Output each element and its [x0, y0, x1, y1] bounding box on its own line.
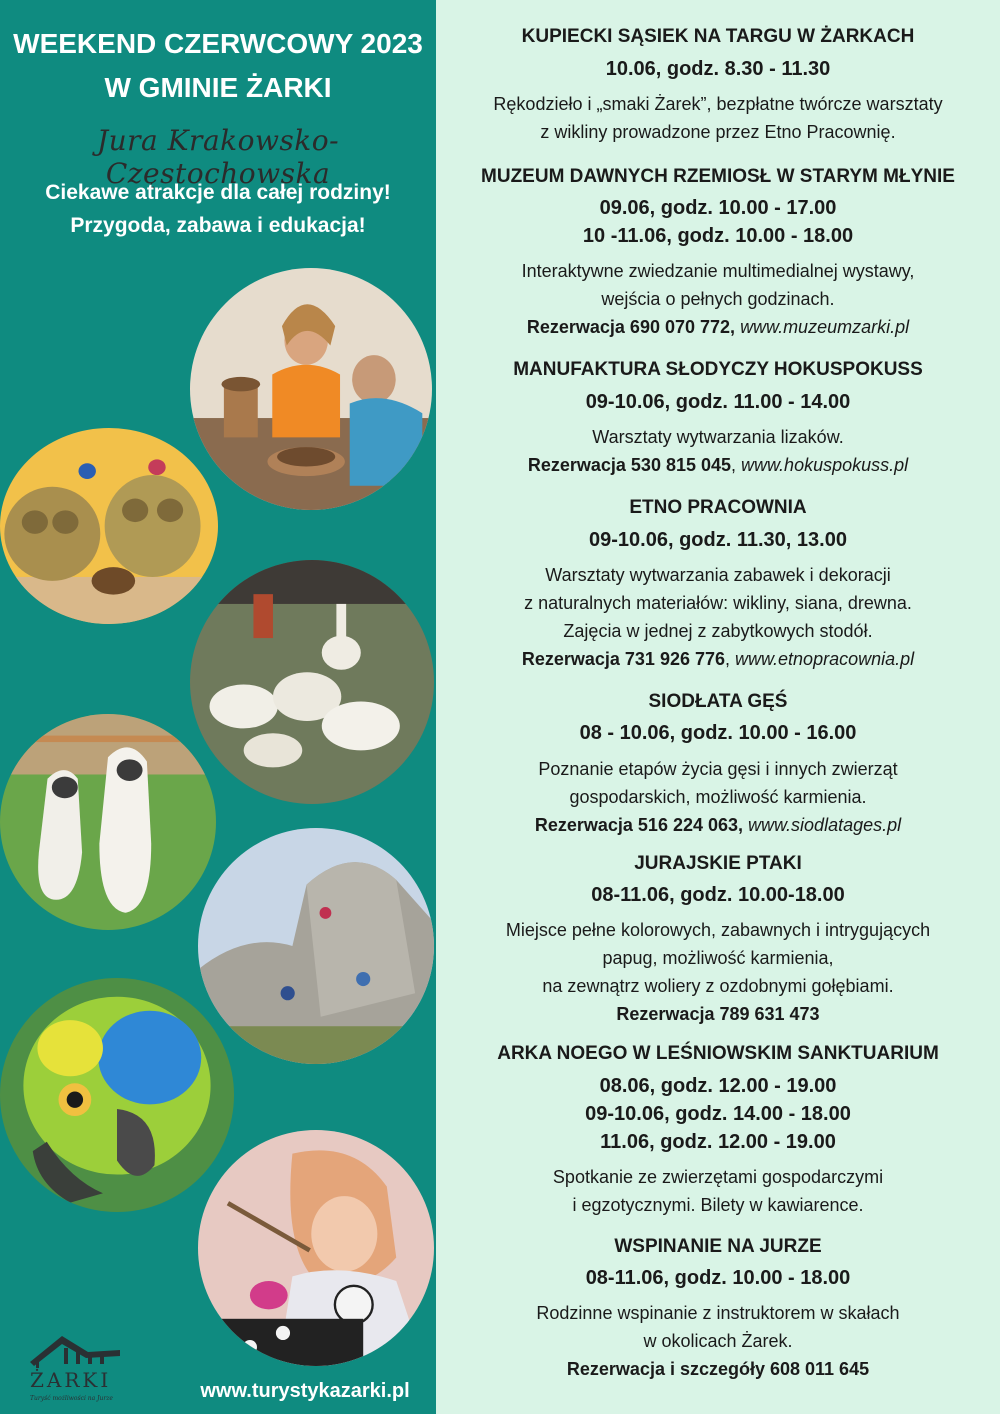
photo-straw-owls	[0, 428, 218, 624]
event-date: 09.06, godz. 10.00 - 17.00	[599, 197, 837, 219]
event-date: 10 -11.06, godz. 10.00 - 18.00	[582, 225, 854, 247]
event-body-line: papug, możliwość karmienia,	[602, 948, 834, 968]
event-date: 09-10.06, godz. 11.00 - 14.00	[585, 391, 851, 413]
tagline-line2: Przygoda, zabawa i edukacja!	[70, 214, 366, 237]
event-heading: SIODŁATA GĘŚ	[648, 691, 788, 712]
reservation-phone: Rezerwacja 731 926 776	[521, 649, 726, 669]
reservation-phone: Rezerwacja 789 631 473	[616, 1004, 820, 1024]
event-website-link[interactable]: www.muzeumzarki.pl	[740, 317, 910, 337]
event-date: 09-10.06, godz. 14.00 - 18.00	[585, 1103, 851, 1125]
reservation-phone: Rezerwacja i szczegóły 608 011 645	[566, 1359, 870, 1379]
logo-text: ŻARKI	[30, 1368, 112, 1392]
event-heading: KUPIECKI SĄSIEK NA TARGU W ŻARKACH	[521, 26, 915, 47]
event-body-line: Poznanie etapów życia gęsi i innych zwierząt	[538, 759, 898, 779]
photo-girl-painting	[198, 1130, 434, 1366]
photo-parrot	[0, 978, 234, 1212]
event-body-line: gospodarskich, możliwość karmienia.	[569, 787, 867, 807]
event-body-line: i egzotycznymi. Bilety w kawiarence.	[572, 1195, 864, 1215]
tagline-line1: Ciekawe atrakcje dla całej rodziny!	[45, 181, 391, 204]
event-body-line: Zajęcia w jednej z zabytkowych stodół.	[563, 621, 873, 641]
event-body-line: z naturalnych materiałów: wikliny, siana, drewna.	[524, 593, 912, 613]
photo-climbing-rocks	[198, 828, 434, 1064]
reservation-phone: Rezerwacja 690 070 772,	[526, 317, 736, 337]
event-heading: WSPINANIE NA JURZE	[614, 1236, 822, 1257]
event-date: 08.06, godz. 12.00 - 19.00	[599, 1075, 837, 1097]
event-date: 09-10.06, godz. 11.30, 13.00	[589, 529, 847, 551]
reservation-phone: Rezerwacja 516 224 063,	[534, 815, 744, 835]
website-link[interactable]: www.turystykazarki.pl	[200, 1380, 410, 1402]
event-website-link[interactable]: www.hokuspokuss.pl	[741, 455, 909, 475]
event-date: 08-11.06, godz. 10.00 - 18.00	[585, 1267, 851, 1289]
event-date: 08-11.06, godz. 10.00-18.00	[591, 884, 845, 906]
left-panel	[0, 0, 436, 1414]
event-heading: MANUFAKTURA SŁODYCZY HOKUSPOKUSS	[513, 359, 923, 380]
logo-subtext: Turyść możliwości na Jurze	[30, 1395, 113, 1402]
photo-workshop	[190, 268, 432, 510]
region-script-text: Jura Krakowsko- Częstochowska	[96, 124, 340, 190]
event-date: 11.06, godz. 12.00 - 19.00	[600, 1131, 836, 1153]
event-body-line: Rodzinne wspinanie z instruktorem w skałach	[536, 1303, 900, 1323]
event-body-line: z wikliny prowadzone przez Etno Pracownię.	[540, 122, 896, 142]
event-body-line: Interaktywne zwiedzanie multimedialnej wystawy,	[521, 261, 915, 281]
event-reservation-line	[436, 815, 1000, 836]
event-body-line: Miejsce pełne kolorowych, zabawnych i intrygujących	[505, 920, 931, 940]
event-website-link[interactable]: www.etnopracownia.pl	[735, 649, 915, 669]
event-date: 08 - 10.06, godz. 10.00 - 16.00	[579, 722, 857, 744]
photo-geese	[190, 560, 434, 804]
poster-title-line1: WEEKEND CZERWCOWY 2023	[13, 28, 423, 59]
event-date: 10.06, godz. 8.30 - 11.30	[605, 58, 831, 80]
reservation-phone: Rezerwacja 530 815 045	[527, 455, 732, 475]
photo-alpacas	[0, 714, 216, 930]
event-heading: JURAJSKIE PTAKI	[634, 853, 802, 874]
event-body-line: Rękodzieło i „smaki Żarek”, bezpłatne twórcze warsztaty	[493, 94, 943, 114]
event-reservation-line	[436, 317, 1000, 338]
events-panel	[436, 0, 1000, 1414]
event-heading: ETNO PRACOWNIA	[629, 497, 807, 518]
event-body-line: Spotkanie ze zwierzętami gospodarczymi	[552, 1167, 884, 1187]
event-body-line: na zewnątrz woliery z ozdobnymi gołębiami.	[542, 976, 894, 996]
event-website-link[interactable]: www.siodlatages.pl	[748, 815, 902, 835]
event-reservation-line: Rezerwacja 731 926 776, www.etnopracownia.pl	[521, 649, 915, 669]
event-reservation-line: Rezerwacja 530 815 045, www.hokuspokuss.pl	[527, 455, 909, 475]
event-body-line: w okolicach Żarek.	[643, 1331, 793, 1351]
poster-title-line2: W GMINIE ŻARKI	[104, 72, 332, 103]
event-heading: MUZEUM DAWNYCH RZEMIOSŁ W STARYM MŁYNIE	[481, 166, 955, 187]
event-body-line: wejścia o pełnych godzinach.	[601, 289, 835, 309]
event-heading: ARKA NOEGO W LEŚNIOWSKIM SANKTUARIUM	[497, 1043, 939, 1064]
event-body-line: Warsztaty wytwarzania lizaków.	[592, 427, 844, 447]
event-body-line: Warsztaty wytwarzania zabawek i dekoracji	[545, 565, 891, 585]
